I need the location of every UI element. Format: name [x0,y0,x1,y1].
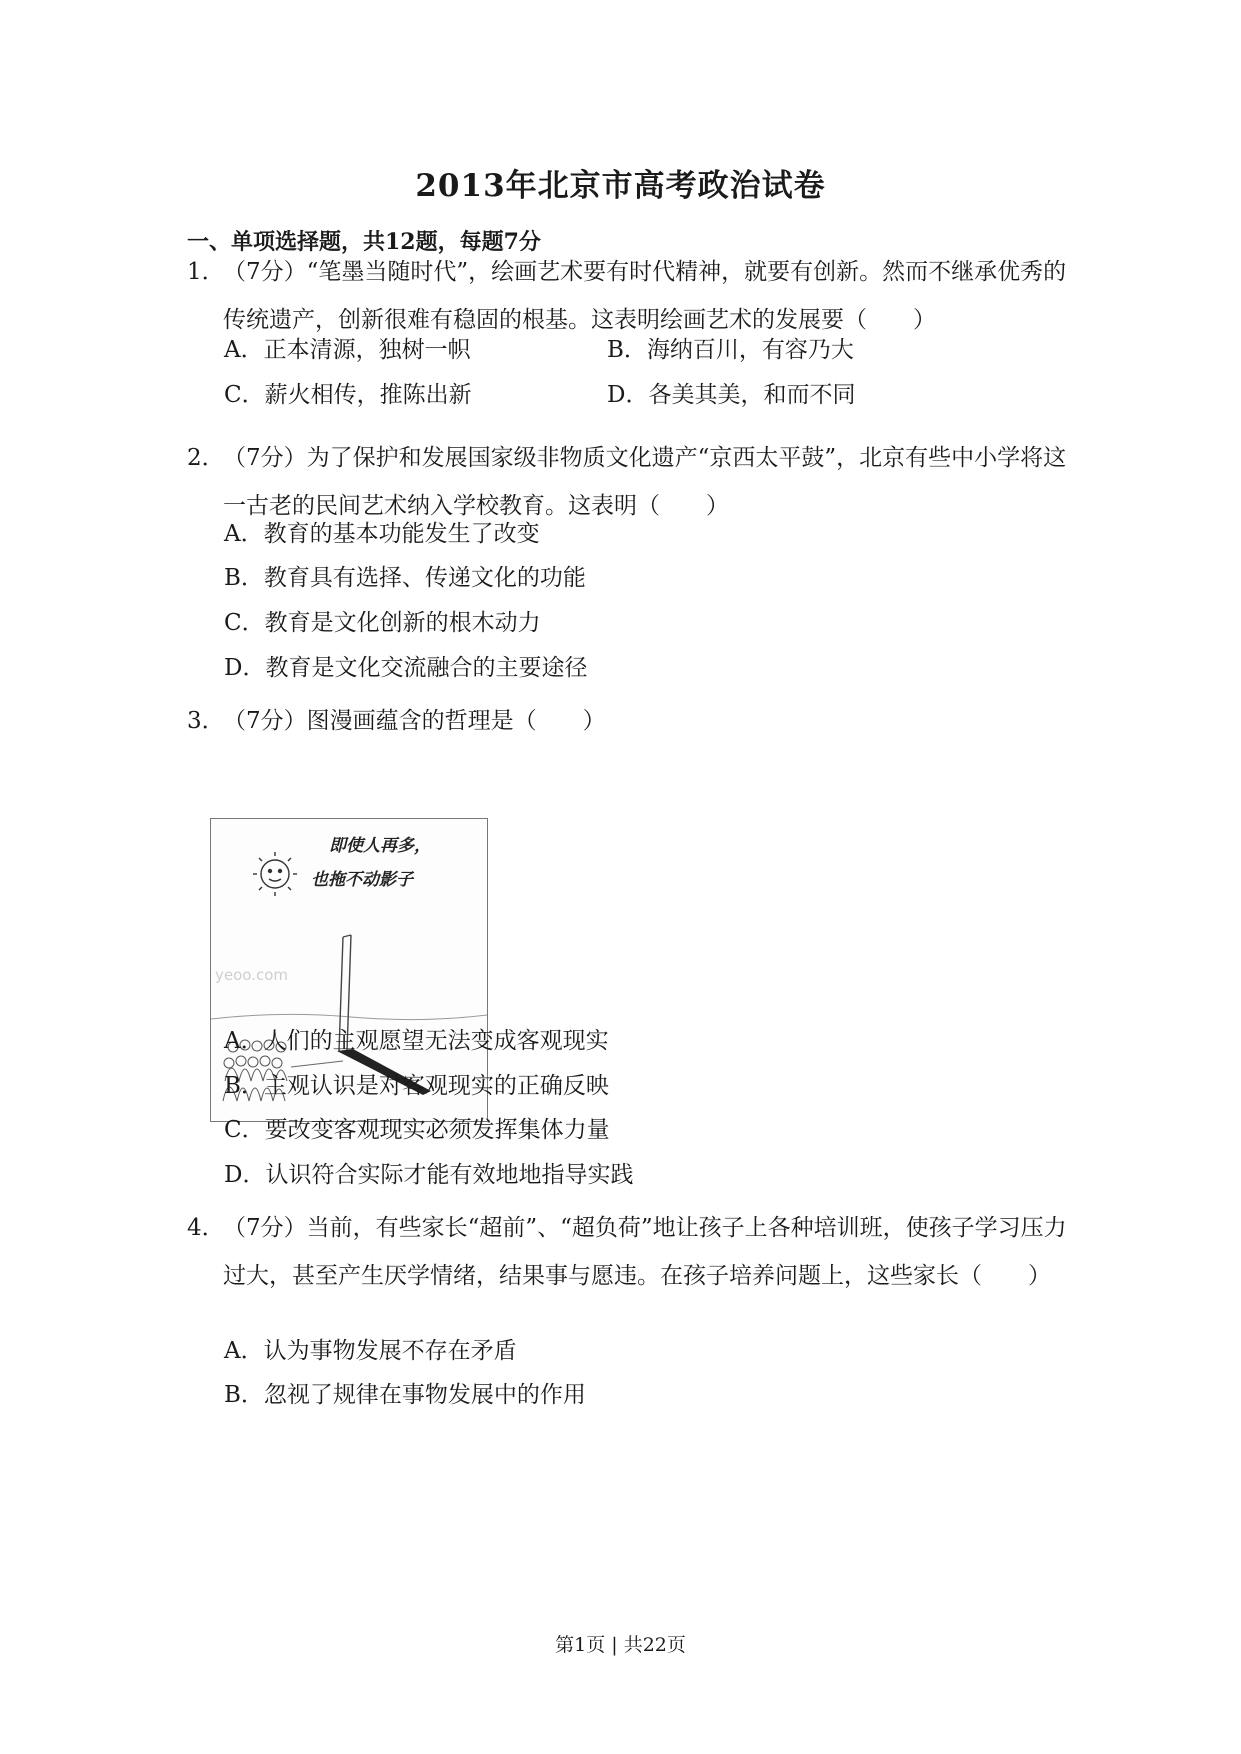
question-text: （7分）为了保护和发展国家级非物质文化遗产“京西太平鼓”，北京有些中小学将这一古老的民间艺术纳入学校教育。这表明（ ） [223,445,1067,519]
watermark: yeoo.com [215,966,289,984]
option-c: C．教育是文化创新的根木动力 [224,610,541,636]
cartoon-caption-line1: 即使人再多， [329,836,431,856]
section-heading: 一、单项选择题，共12题，每题7分 [187,229,541,255]
page-title: 2013年北京市高考政治试卷 [415,168,826,204]
question-4 [187,1204,1067,1300]
rope-line [291,1061,343,1067]
option-a: A．认为事物发展不存在矛盾 [224,1338,517,1364]
page-footer: 第1页 | 共22页 [555,1634,686,1656]
question-text: （7分）当前，有些家长“超前”、“超负荷”地让孩子上各种培训班，使孩子学习压力过大，甚至产生厌学情绪，结果事与愿违。在孩子培养问题上，这些家长（ ） [223,1215,1067,1289]
option-d: D．认识符合实际才能有效地地指导实践 [224,1162,634,1188]
option-b: B．教育具有选择、传递文化的功能 [224,565,586,591]
sun-icon [253,852,297,896]
cartoon-caption-line2: 也拖不动影子 [311,870,413,890]
question-number: 2． [187,445,225,471]
question-number: 1． [187,259,225,285]
question-number: 4． [187,1215,225,1241]
option-c: C．要改变客观现实必须发挥集体力量 [224,1117,610,1143]
option-b: B．忽视了规律在事物发展中的作用 [224,1382,586,1408]
question-1 [187,248,1067,344]
option-a: A．教育的基本功能发生了改变 [224,521,540,547]
option-a: A．正本清源，独树一帜 [224,337,471,363]
option-d: D．各美其美，和而不同 [607,382,856,408]
ground-line [211,1014,487,1019]
question-number: 3． [187,708,225,734]
question-text: （7分）图漫画蕴含的哲理是（ ） [223,708,606,734]
option-a: A．人们的主观愿望无法变成客观现实 [224,1028,609,1054]
option-c: C．薪火相传，推陈出新 [224,382,472,408]
option-b: B．海纳百川，有容乃大 [607,337,854,363]
question-text: （7分）“笔墨当随时代”，绘画艺术要有时代精神，就要有创新。然而不继承优秀的传统遗产，创新很难有稳固的根基。这表明绘画艺术的发展要（ ） [223,259,1067,333]
option-b: B．主观认识是对客观现实的正确反映 [224,1073,609,1099]
question-3 [187,697,1067,745]
question-2 [187,434,1067,530]
option-d: D．教育是文化交流融合的主要途径 [224,655,588,681]
